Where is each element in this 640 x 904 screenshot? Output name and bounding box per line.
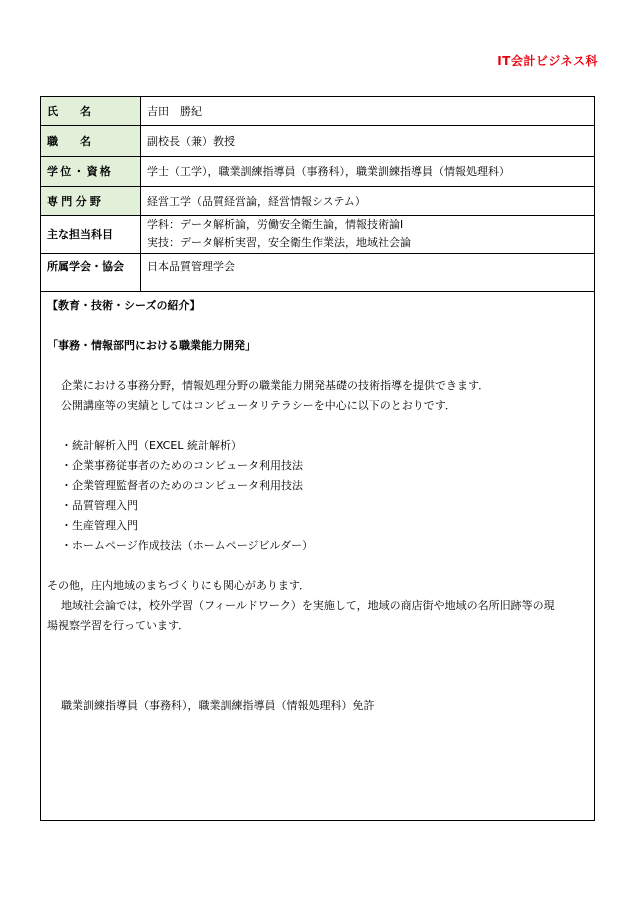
society-value: 日本品質管理学会 — [141, 253, 595, 291]
subjects-line: 学科：データ解析論，労働安全衛生論，情報技術論Ⅰ — [147, 218, 404, 231]
degree-label: 学位・資格 — [41, 156, 141, 186]
fieldwork-paragraph-line: 場視察学習を行っています． — [47, 618, 190, 632]
course-item: ・生産管理入門 — [61, 518, 138, 532]
intro-section — [41, 292, 594, 720]
course-item: ・企業事務従事者のためのコンピュータ利用技法 — [61, 458, 303, 472]
field-value: 経営工学（品質経営論，経営情報システム） — [141, 186, 595, 215]
department-label: IT会計ビジネス科 — [497, 54, 598, 68]
position-label: 職 名 — [41, 125, 141, 156]
row-degree — [41, 156, 594, 186]
course-item: ・統計解析入門（EXCEL 統計解析） — [61, 438, 242, 452]
field-label: 専門分野 — [41, 186, 141, 215]
course-item: ・ホームページ作成技法（ホームページビルダー） — [61, 538, 314, 552]
subjects-line: 実技：データ解析実習，安全衛生作業法，地域社会論 — [147, 236, 411, 249]
fieldwork-paragraph-line: 地域社会論では，校外学習（フィールドワーク）を実施して，地域の商店街や地域の名所旧跡等の現 — [61, 598, 555, 612]
section-subtitle: 「事務・情報部門における職業能力開発」 — [47, 338, 256, 352]
society-label: 所属学会・協会 — [41, 253, 141, 291]
intro-paragraph-line: 公開講座等の実績としてはコンピュータリテラシーを中心に以下のとおりです． — [61, 398, 456, 412]
subjects-label: 主な担当科目 — [41, 215, 141, 253]
other-paragraph: その他，庄内地域のまちづくりにも関心があります． — [47, 578, 311, 592]
row-society — [41, 253, 594, 291]
intro-paragraph-line: 企業における事務分野，情報処理分野の職業能力開発基礎の技術指導を提供できます． — [61, 378, 490, 392]
section-title: 【教育・技術・シーズの紹介】 — [47, 298, 201, 312]
row-name — [41, 97, 594, 125]
name-value: 吉田 勝紀 — [141, 97, 595, 125]
course-item: ・品質管理入門 — [61, 498, 138, 512]
row-subjects — [41, 215, 594, 253]
row-position — [41, 125, 594, 156]
license-text: 職業訓練指導員（事務科），職業訓練指導員（情報処理科）免許 — [61, 698, 375, 712]
profile-sheet — [40, 96, 595, 821]
name-label: 氏 名 — [41, 97, 141, 125]
position-value: 副校長（兼）教授 — [141, 125, 595, 156]
course-item: ・企業管理監督者のためのコンピュータ利用技法 — [61, 478, 303, 492]
subjects-value — [141, 215, 595, 253]
degree-value: 学士（工学），職業訓練指導員（事務科），職業訓練指導員（情報処理科） — [141, 156, 595, 186]
row-field — [41, 186, 594, 215]
profile-table — [41, 97, 594, 292]
